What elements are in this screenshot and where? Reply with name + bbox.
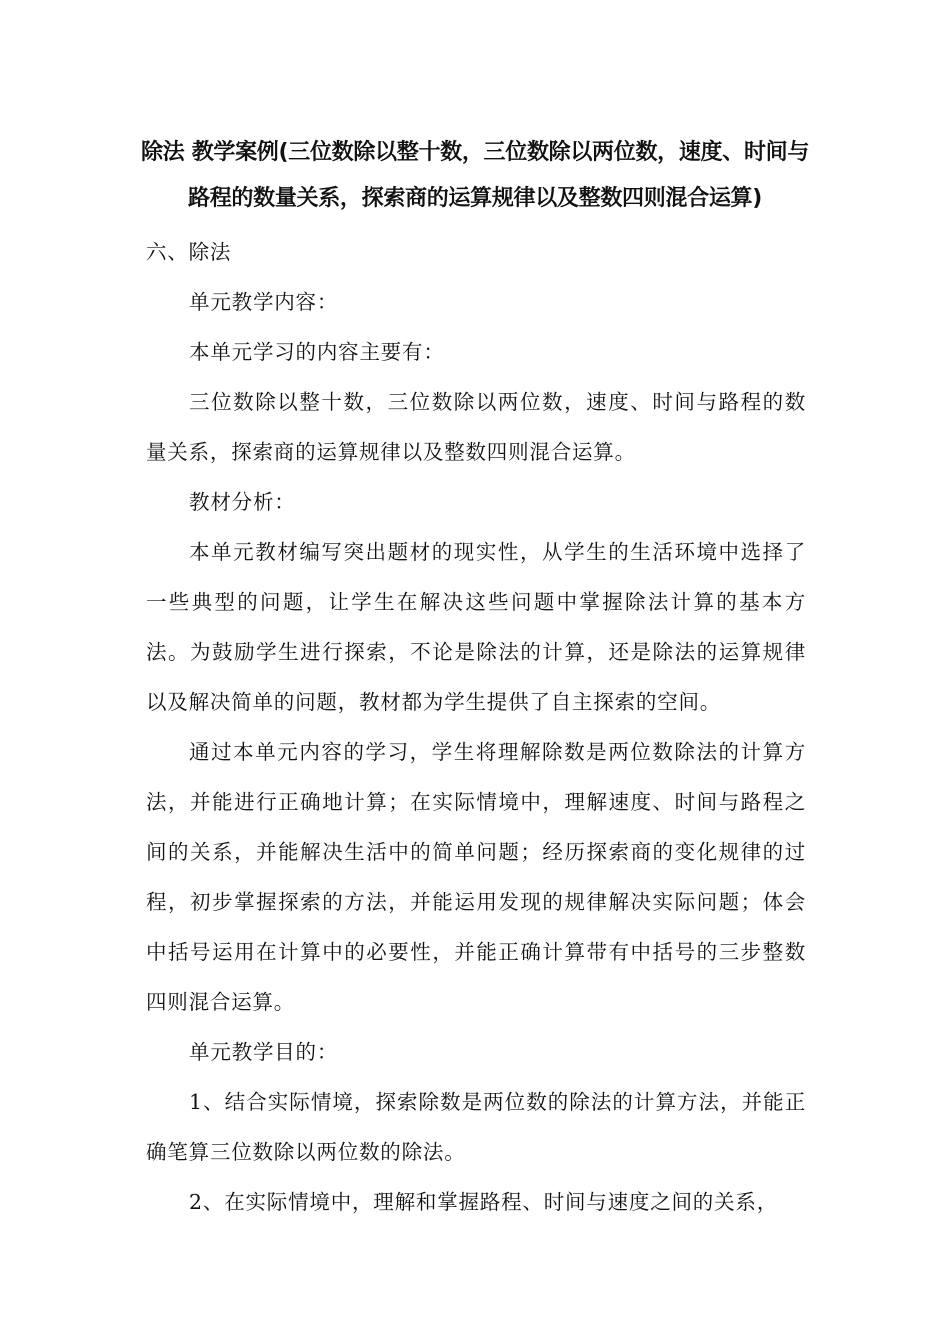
- paragraph-unit-content-intro: 本单元学习的内容主要有：: [189, 340, 445, 364]
- document-body: [146, 227, 806, 1227]
- paragraph-unit-content-heading: 单元教学内容：: [189, 290, 339, 314]
- paragraph-unit-content-list: 三位数除以整十数，三位数除以两位数，速度、时间与路程的数量关系，探索商的运算规律以及整数四则混合运算。: [146, 390, 806, 464]
- paragraph-teaching-goals-heading: 单元教学目的：: [189, 1040, 339, 1064]
- paragraph-material-analysis: 本单元教材编写突出题材的现实性，从学生的生活环境中选择了一些典型的问题，让学生在解决这些问题中掌握除法计算的基本方法。为鼓励学生进行探索，不论是除法的计算，还是除法的运算规律以及解决简单的问题，教材都为学生提供了自主探索的空间。: [146, 540, 806, 714]
- section-heading: 六、除法: [146, 240, 232, 264]
- paragraph-material-analysis-heading: 教材分析：: [189, 490, 296, 514]
- document-title: 除法 教学案例(三位数除以整十数，三位数除以两位数，速度、时间与路程的数量关系，探索商的运算规律以及整数四则混合运算): [140, 140, 810, 211]
- paragraph-goal-2: 2、在实际情境中，理解和掌握路程、时间与速度之间的关系，: [189, 1190, 778, 1214]
- paragraph-goal-1: 1、结合实际情境，探索除数是两位数的除法的计算方法，并能正确笔算三位数除以两位数的除法。: [146, 1090, 806, 1164]
- paragraph-learning-outcomes: 通过本单元内容的学习，学生将理解除数是两位数除法的计算方法，并能进行正确地计算；在实际情境中，理解速度、时间与路程之间的关系，并能解决生活中的简单问题；经历探索商的变化规律的过程，初步掌握探索的方法，并能运用发现的规律解决实际问题；体会中括号运用在计算中的必要性，并能正确计算带有中括号的三步整数四则混合运算。: [146, 740, 806, 1014]
